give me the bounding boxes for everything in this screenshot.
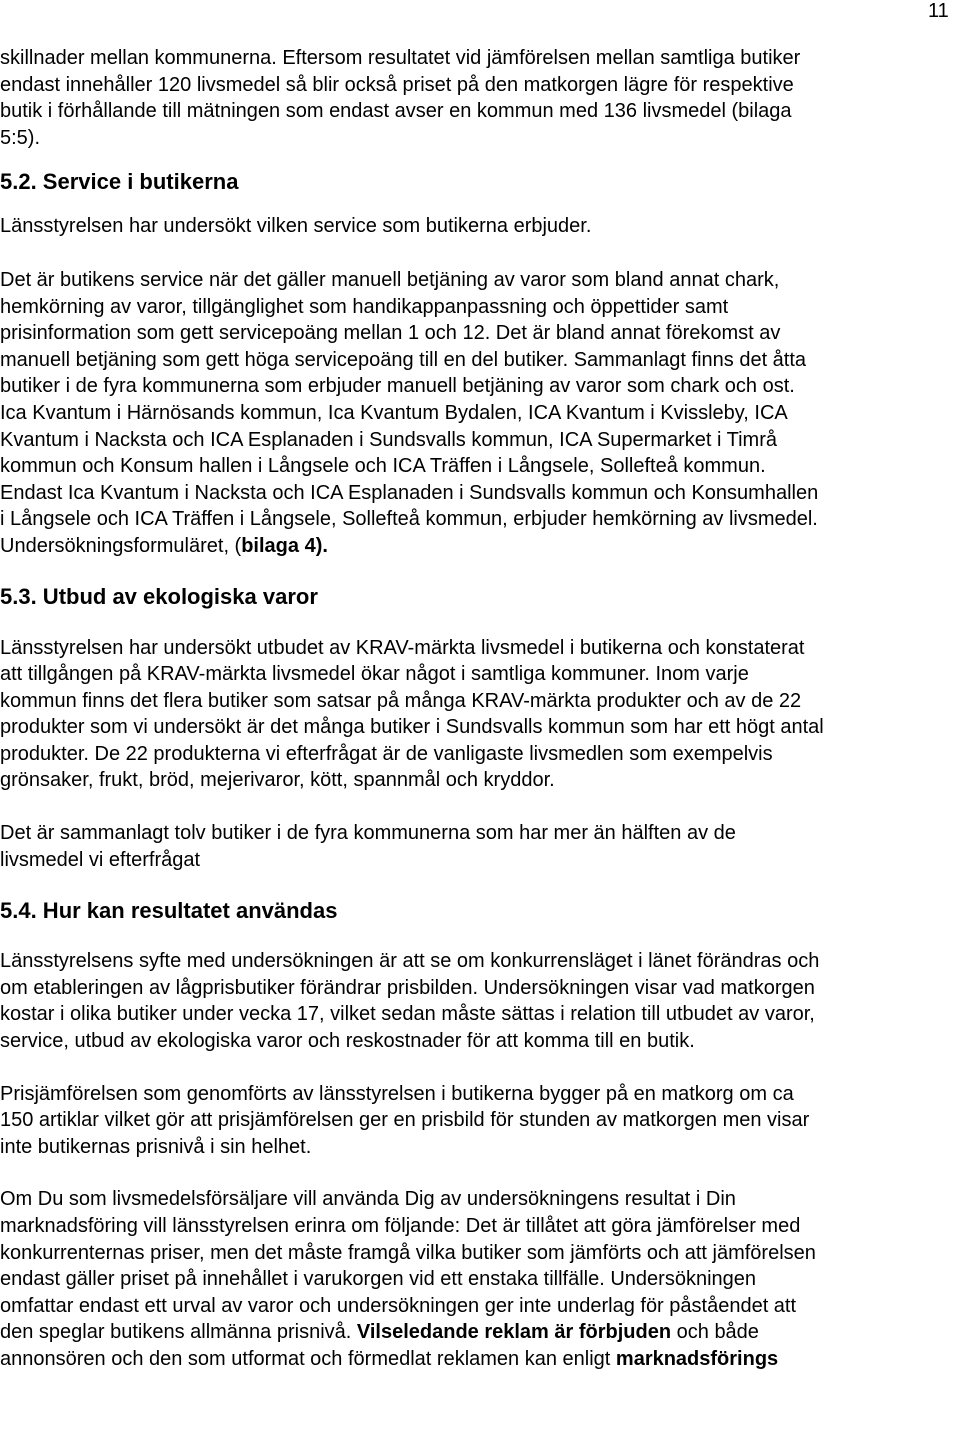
section-heading-5-4: 5.4. Hur kan resultatet användas bbox=[0, 898, 338, 924]
text-line: Det är butikens service när det gäller manuell betjäning av varor som bland annat chark, bbox=[0, 268, 780, 291]
text-line: skillnader mellan kommunerna. Eftersom resultatet vid jämförelsen mellan samtliga butiker bbox=[0, 47, 801, 69]
text-line: Det är sammanlagt tolv butiker i de fyra kommunerna som har mer än hälften av de bbox=[0, 822, 736, 845]
text-line: kommun och Konsum hallen i Långsele och ICA Träffen i Långsele, Sollefteå kommun. bbox=[0, 455, 766, 478]
text-line bbox=[0, 1346, 960, 1373]
text-line bbox=[0, 1319, 960, 1346]
section-heading-5-2: 5.2. Service i butikerna bbox=[0, 169, 239, 195]
text-line: Ica Kvantum i Härnösands kommun, Ica Kvantum Bydalen, ICA Kvantum i Kvissleby, ICA bbox=[0, 401, 788, 424]
text-line: butiker i de fyra kommunerna som erbjuder manuell betjäning av varor som chark och ost. bbox=[0, 375, 795, 398]
intro-paragraph bbox=[0, 45, 960, 151]
bold-term: marknadsförings bbox=[615, 1347, 779, 1370]
document-body bbox=[0, 45, 960, 1373]
section-5-4-paragraph-1 bbox=[0, 948, 960, 1054]
text-line: i Långsele och ICA Träffen i Långsele, Sollefteå kommun, erbjuder hemkörning av livsmedel. bbox=[0, 508, 818, 531]
text-segment: den speglar butikens allmänna prisnivå. bbox=[0, 1321, 357, 1344]
text-line: omfattar endast ett urval av varor och undersökningen ger inte underlag för påståendet att bbox=[0, 1294, 797, 1317]
text-segment: Undersökningsformuläret, ( bbox=[0, 534, 242, 557]
section-5-3-paragraph-1 bbox=[0, 635, 960, 795]
text-line: Kvantum i Nacksta och ICA Esplanaden i Sundsvalls kommun, ICA Supermarket i Timrå bbox=[0, 428, 778, 451]
text-line: att tillgången på KRAV-märkta livsmedel ökar något i samtliga kommuner. Inom varje bbox=[0, 663, 749, 686]
text-line: om etableringen av lågprisbutiker förändrar prisbilden. Undersökningen visar vad matkorgen bbox=[0, 976, 815, 999]
text-line: marknadsföring vill länsstyrelsen erinra om följande: Det är tillåtet att göra jämförelser med bbox=[0, 1215, 801, 1237]
text-line: endast innehåller 120 livsmedel så blir också priset på den matkorgen lägre för respektive bbox=[0, 73, 794, 96]
text-line: Länsstyrelsens syfte med undersökningen är att se om konkurrensläget i länet förändras och bbox=[0, 950, 820, 973]
text-segment: och både bbox=[671, 1321, 759, 1344]
text-line: hemkörning av varor, tillgänglighet som handikappanpassning och öppettider samt bbox=[0, 295, 729, 318]
page-number: 11 bbox=[928, 0, 949, 22]
text-line: grönsaker, frukt, bröd, mejerivaror, kött, spannmål och kryddor. bbox=[0, 769, 555, 792]
section-5-2-paragraph-2 bbox=[0, 267, 960, 560]
text-line: 5:5). bbox=[0, 126, 41, 149]
text-line: kostar i olika butiker under vecka 17, vilket sedan måste sättas i relation till utbudet av varor, bbox=[0, 1003, 815, 1026]
text-line: konkurrenternas priser, men det måste framgå vilka butiker som jämförts och att jämförelsen bbox=[0, 1241, 816, 1264]
text-line: 150 artiklar vilket gör att prisjämförelsen ger en prisbild för stunden av matkorgen men visar bbox=[0, 1109, 810, 1132]
section-5-4-paragraph-3 bbox=[0, 1186, 960, 1372]
section-5-3-paragraph-2 bbox=[0, 820, 960, 873]
text-line: prisinformation som gett servicepoäng mellan 1 och 12. Det är bland annat förekomst av bbox=[0, 322, 781, 345]
text-line: livsmedel vi efterfrågat bbox=[0, 848, 201, 871]
text-line: service, utbud av ekologiska varor och reskostnader för att komma till en butik. bbox=[0, 1030, 695, 1053]
section-5-2-paragraph-1 bbox=[0, 213, 960, 240]
section-5-4-paragraph-2 bbox=[0, 1081, 960, 1161]
text-line: Om Du som livsmedelsförsäljare vill använda Dig av undersökningens resultat i Din bbox=[0, 1188, 736, 1211]
section-heading-5-3: 5.3. Utbud av ekologiska varor bbox=[0, 583, 318, 609]
text-line: butik i förhållande till mätningen som endast avser en kommun med 136 livsmedel (bilaga bbox=[0, 100, 792, 123]
text-line: Länsstyrelsen har undersökt vilken service som butikerna erbjuder. bbox=[0, 215, 592, 238]
text-segment: annonsören och den som utformat och förmedlat reklamen kan enligt bbox=[0, 1347, 616, 1370]
text-line: endast gäller priset på innehållet i varukorgen vid ett enstaka tillfälle. Undersökningen bbox=[0, 1268, 757, 1291]
bold-reference: bilaga 4). bbox=[241, 534, 328, 557]
text-line: Länsstyrelsen har undersökt utbudet av KRAV-märkta livsmedel i butikerna och konstaterat bbox=[0, 636, 805, 659]
text-line: manuell betjäning som gett höga servicepoäng till en del butiker. Sammanlagt finns det åtta bbox=[0, 348, 807, 371]
bold-warning: Vilseledande reklam är förbjuden bbox=[356, 1321, 672, 1344]
text-line bbox=[0, 533, 960, 560]
text-line: produkter som vi undersökt är det många butiker i Sundsvalls kommun som har ett högt antal bbox=[0, 716, 824, 739]
text-line: inte butikernas prisnivå i sin helhet. bbox=[0, 1135, 312, 1158]
text-line: Endast Ica Kvantum i Nacksta och ICA Esplanaden i Sundsvalls kommun och Konsumhallen bbox=[0, 481, 819, 504]
text-line: kommun finns det flera butiker som satsar på många KRAV-märkta produkter och av de 22 bbox=[0, 689, 802, 712]
text-line: Prisjämförelsen som genomförts av länsstyrelsen i butikerna bygger på en matkorg om ca bbox=[0, 1082, 794, 1105]
text-line: produkter. De 22 produkterna vi efterfrågat är de vanligaste livsmedlen som exempelvis bbox=[0, 742, 773, 765]
